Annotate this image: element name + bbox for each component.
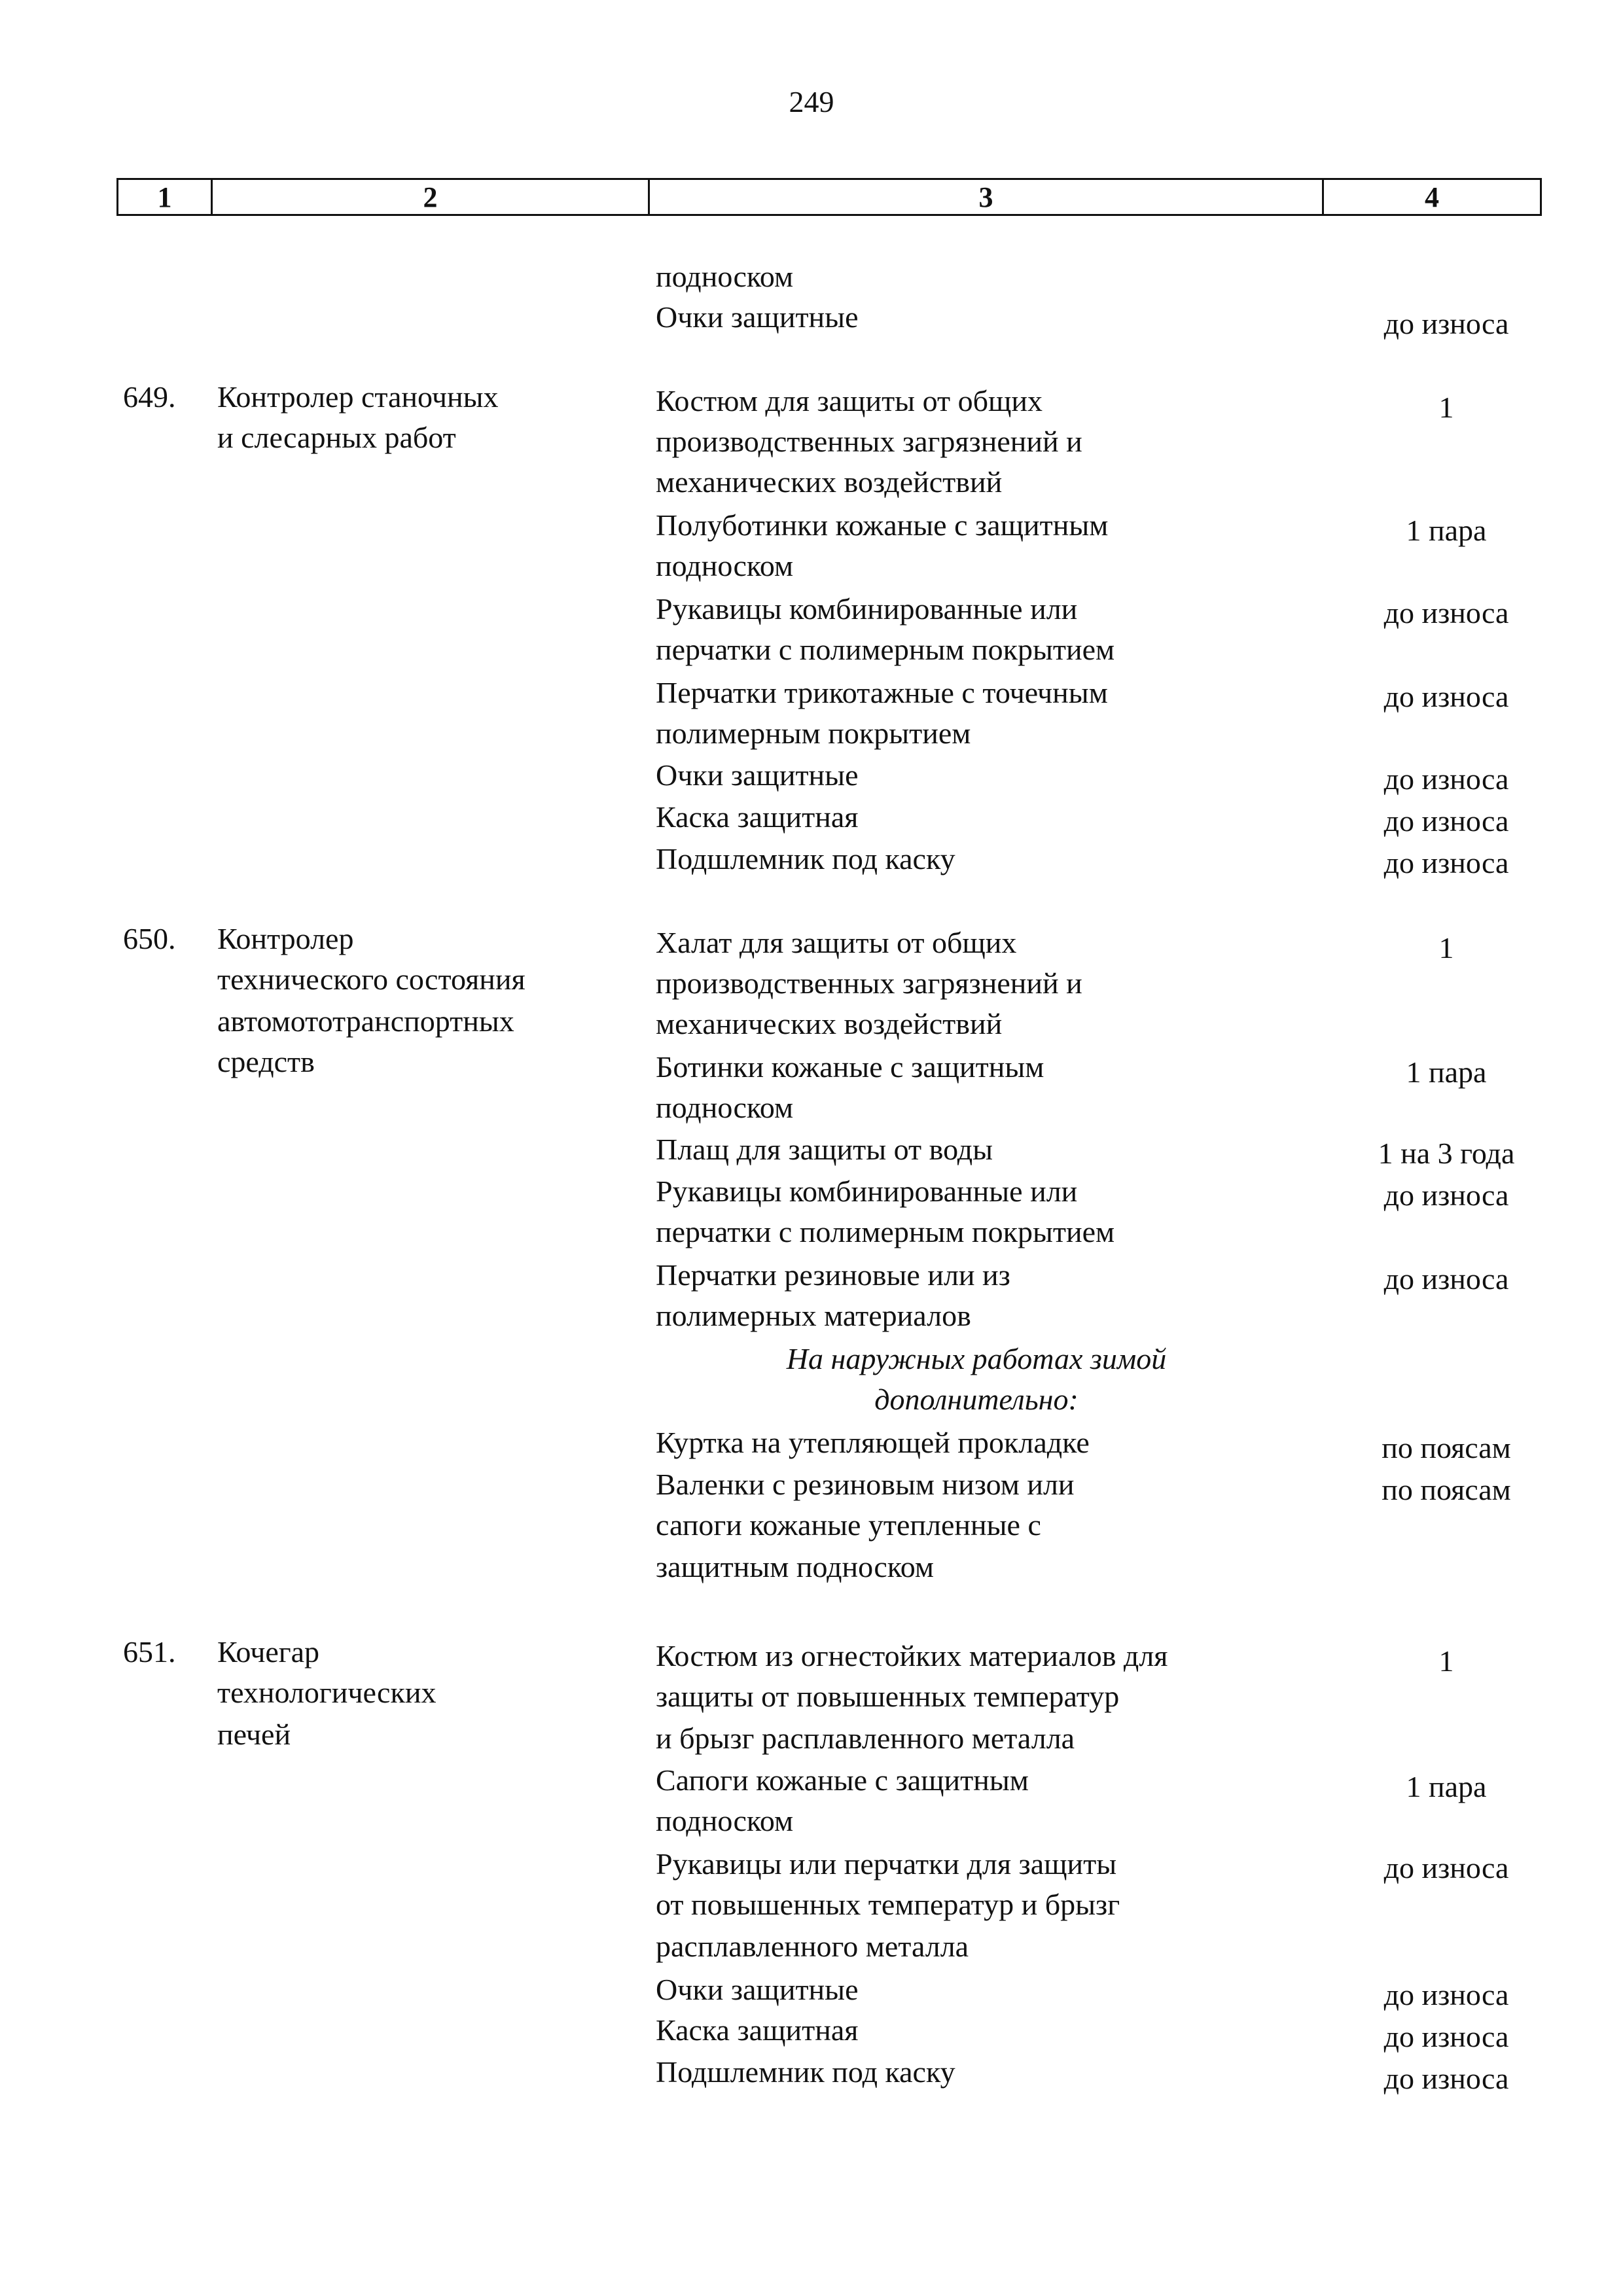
item-line: Сапоги кожаные с защитным [656,1763,1029,1797]
item-line: механических воздействий [656,465,1003,499]
entry-number: 649. [123,380,176,414]
norm-value: до износа [1383,596,1509,629]
item-line: Очки защитные [656,758,859,792]
norm-value: по поясам [1382,1473,1511,1506]
norm-value: до износа [1383,307,1509,340]
item-line: Плащ для защиты от воды [656,1133,993,1166]
item-line: производственных загрязнений и [656,966,1082,1000]
norm-value: 1 пара [1406,1770,1487,1803]
item-line: Каска защитная [656,800,859,834]
item-line: Рукавицы или перчатки для защиты [656,1847,1117,1881]
item-line: Очки защитные [656,1973,859,2006]
norm-value: 1 [1438,1644,1454,1678]
profession-line: печей [217,1718,291,1751]
item-line: полимерных материалов [656,1299,971,1332]
entry-number: 650. [123,922,176,955]
item-line: Валенки с резиновым низом или [656,1468,1075,1501]
item-line: Халат для защиты от общих [656,926,1017,959]
item-line: полимерным покрытием [656,716,971,750]
item-line: подноском [656,1804,794,1837]
item-line: подноском [656,1091,794,1124]
norm-value: до износа [1383,846,1509,879]
norm-value: до износа [1383,804,1509,838]
norm-value: 1 на 3 года [1378,1137,1515,1170]
norm-value: до износа [1383,2020,1509,2053]
item-line: Ботинки кожаные с защитным [656,1050,1044,1084]
item-line: Подшлемник под каску [656,2055,955,2089]
item-line: перчатки с полимерным покрытием [656,633,1115,666]
norm-value: 1 пара [1406,1055,1487,1089]
norm-value: 1 [1438,931,1454,964]
item-line: Перчатки трикотажные с точечным [656,676,1108,709]
profession-line: технологических [217,1676,437,1709]
item-line: Очки защитные [656,300,859,334]
item-line: Костюм для защиты от общих [656,384,1043,417]
profession-line: Контролер [217,922,354,955]
item-line: защиты от повышенных температур [656,1680,1120,1713]
item-line: механических воздействий [656,1007,1003,1040]
item-line: перчатки с полимерным покрытием [656,1215,1115,1248]
profession-line: автомототранспортных [217,1004,514,1038]
item-line: от повышенных температур и брызг [656,1888,1120,1921]
item-line: сапоги кожаные утепленные с [656,1508,1041,1542]
column-header-4: 4 [1425,181,1439,213]
column-header-row [116,178,1542,216]
norm-value: до износа [1383,1851,1509,1884]
section-note: дополнительно: [874,1383,1079,1416]
item-line: подноском [656,260,794,293]
section-note: На наружных работах зимой [786,1342,1167,1375]
item-line: Рукавицы комбинированные или [656,592,1078,626]
entry-number: 651. [123,1635,176,1669]
norm-value: до износа [1383,2062,1509,2095]
item-line: производственных загрязнений и [656,425,1082,458]
profession-line: и слесарных работ [217,421,456,454]
norm-value: до износа [1383,1978,1509,2011]
item-line: Рукавицы комбинированные или [656,1174,1078,1208]
norm-value: 1 пара [1406,514,1487,547]
item-line: и брызг расплавленного металла [656,1722,1075,1755]
item-line: защитным подноском [656,1550,934,1583]
norm-value: до износа [1383,680,1509,713]
norm-value: до износа [1383,762,1509,796]
item-line: подноском [656,549,794,582]
column-header-3: 3 [650,180,1324,214]
item-line: Перчатки резиновые или из [656,1258,1010,1292]
column-header-1: 1 [118,180,213,214]
profession-line: средств [217,1045,315,1078]
profession-line: Кочегар [217,1635,320,1669]
norm-value: 1 [1438,391,1454,424]
item-line: расплавленного металла [656,1930,969,1963]
page-number: 249 [789,85,834,118]
item-line: Куртка на утепляющей прокладке [656,1426,1090,1459]
item-line: Каска защитная [656,2013,859,2047]
column-header-2: 2 [213,180,650,214]
norm-value: до износа [1383,1262,1509,1296]
norm-value: до износа [1383,1178,1509,1212]
profession-line: технического состояния [217,963,526,996]
profession-line: Контролер станочных [217,380,499,414]
norm-value: по поясам [1382,1431,1511,1464]
item-line: Костюм из огнестойких материалов для [656,1639,1168,1672]
item-line: Полуботинки кожаные с защитным [656,508,1109,542]
item-line: Подшлемник под каску [656,842,955,875]
